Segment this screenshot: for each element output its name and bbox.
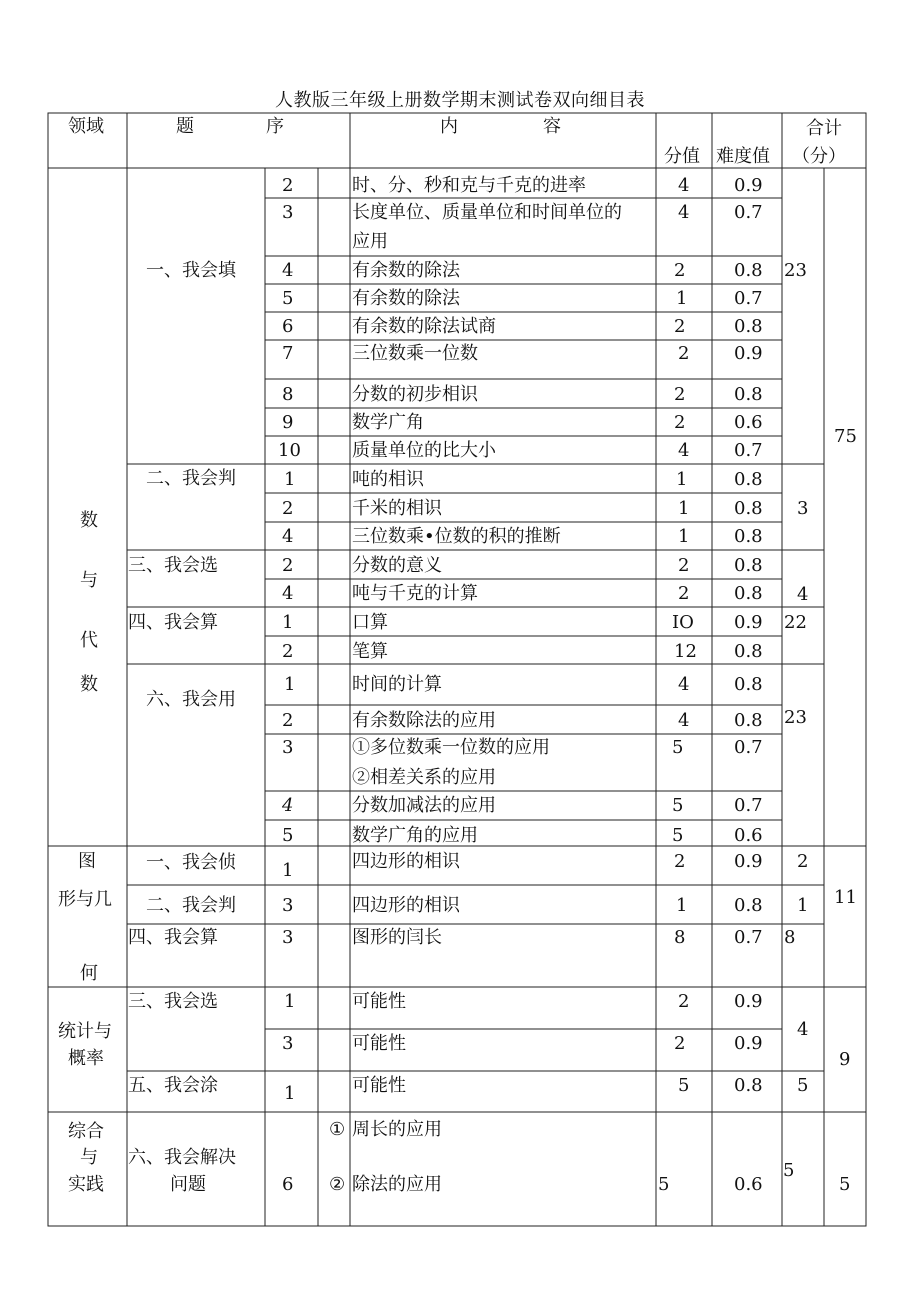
row-number: 4 [282, 583, 294, 604]
row-difficulty: 0.9 [734, 343, 763, 364]
row-score: 2 [674, 412, 686, 433]
row-difficulty: 0.6 [734, 412, 763, 433]
row-number: 1 [282, 612, 294, 633]
row-difficulty: 0.9 [734, 612, 763, 633]
subtotal: 22 [784, 612, 807, 633]
row-difficulty: 0.8 [734, 674, 763, 695]
row-score: 1 [678, 498, 690, 519]
row-number: 3 [282, 895, 294, 916]
row-number: 1 [284, 674, 296, 695]
section-label: 一、我会侦 [146, 852, 236, 873]
subtotal: 8 [784, 927, 796, 948]
row-score: 2 [678, 555, 690, 576]
section-label: 一、我会填 [146, 260, 236, 281]
section-label: 二、我会判 [146, 468, 236, 489]
row-difficulty: 0.8 [734, 555, 763, 576]
row-difficulty: 0.8 [734, 498, 763, 519]
row-score: 4 [678, 202, 690, 223]
row-number: 2 [282, 498, 294, 519]
section-label: 六、我会解决 [128, 1147, 236, 1168]
domain-label: 数 [80, 510, 98, 531]
row-number: 1 [284, 1083, 296, 1104]
row-score: 2 [678, 583, 690, 604]
row-number: 5 [282, 825, 294, 846]
row-content: ①多位数乘一位数的应用 [352, 737, 550, 758]
row-number: 2 [282, 710, 294, 731]
row-mark: ① [329, 1119, 346, 1140]
row-content: 有余数除法的应用 [352, 710, 496, 731]
row-score: 4 [678, 175, 690, 196]
domain-total: 11 [834, 887, 857, 908]
row-content: 数学广角 [352, 412, 424, 433]
row-number: 1 [284, 469, 296, 490]
row-score: 1 [676, 288, 688, 309]
row-score: 2 [674, 1033, 686, 1054]
row-difficulty: 0.9 [734, 991, 763, 1012]
row-number: 3 [282, 927, 294, 948]
row-number: 2 [282, 175, 294, 196]
domain-label: 综合 [68, 1121, 104, 1142]
subtotal: 23 [784, 260, 807, 281]
section-label: 四、我会算 [128, 612, 218, 633]
row-difficulty: 0.9 [734, 851, 763, 872]
row-score: 4 [678, 440, 690, 461]
row-score: 12 [674, 641, 697, 662]
subtotal: 1 [797, 895, 809, 916]
row-difficulty: 0.8 [734, 316, 763, 337]
row-content: 时间的计算 [352, 674, 442, 695]
row-difficulty: 0.7 [734, 440, 763, 461]
header-sequence-a: 题 [176, 116, 194, 137]
row-score: 2 [678, 343, 690, 364]
document-title: 人教版三年级上册数学期末测试卷双向细目表 [275, 90, 645, 111]
row-content: 有余数的除法 [352, 288, 460, 309]
row-number: 3 [282, 737, 294, 758]
row-content: 吨的相识 [352, 469, 424, 490]
domain-label: 统计与 [58, 1021, 112, 1042]
row-number: 6 [282, 316, 294, 337]
domain-label: 概率 [68, 1048, 104, 1069]
row-mark: ② [329, 1174, 346, 1195]
row-score: 2 [674, 384, 686, 405]
section-label: 三、我会选 [128, 555, 218, 576]
row-score: 8 [674, 927, 686, 948]
subtotal: 3 [797, 498, 809, 519]
header-total-b: （分） [792, 146, 846, 167]
row-number: 9 [282, 412, 294, 433]
row-difficulty: 0.8 [734, 469, 763, 490]
row-content: 四边形的相识 [352, 895, 460, 916]
row-difficulty: 0.6 [734, 1174, 763, 1195]
subtotal: 2 [797, 851, 809, 872]
domain-label: 数 [80, 674, 98, 695]
row-difficulty: 0.8 [734, 1075, 763, 1096]
row-difficulty: 0.8 [734, 710, 763, 731]
row-score: 5 [678, 1075, 690, 1096]
row-content: 时、分、秒和克与千克的进率 [352, 175, 586, 196]
domain-total: 75 [834, 426, 857, 447]
row-score: 4 [678, 710, 690, 731]
row-content: 长度单位、质量单位和时间单位的 [352, 202, 622, 223]
header-content-a: 内 [440, 116, 458, 137]
domain-label: 实践 [68, 1174, 104, 1195]
section-label: 六、我会用 [146, 689, 236, 710]
row-score: 5 [672, 795, 684, 816]
header-content-b: 容 [543, 116, 561, 137]
row-number: 1 [284, 991, 296, 1012]
row-score: IO [672, 612, 694, 633]
section-label: 二、我会判 [146, 895, 236, 916]
row-score: 2 [678, 991, 690, 1012]
row-number: 8 [282, 384, 294, 405]
row-content-line2: 除法的应用 [352, 1174, 442, 1195]
row-score: 1 [676, 469, 688, 490]
row-content: 有余数的除法 [352, 260, 460, 281]
header-score: 分值 [664, 146, 700, 167]
row-content: 分数加减法的应用 [352, 795, 496, 816]
domain-label: 代 [80, 630, 98, 651]
row-content: 三位数乘一位数 [352, 343, 478, 364]
row-content: 质量单位的比大小 [352, 440, 496, 461]
row-number: 5 [282, 288, 294, 309]
row-difficulty: 0.6 [734, 825, 763, 846]
row-difficulty: 0.8 [734, 526, 763, 547]
row-score: 2 [674, 316, 686, 337]
row-number: 7 [282, 343, 294, 364]
row-difficulty: 0.7 [734, 202, 763, 223]
row-difficulty: 0.8 [734, 384, 763, 405]
subtotal: 4 [797, 1019, 809, 1040]
row-number: 3 [282, 202, 294, 223]
row-number: 4 [282, 260, 294, 281]
domain-label: 与 [80, 570, 98, 591]
domain-label: 图 [78, 851, 96, 872]
row-content: 三位数乘•位数的积的推断 [352, 526, 561, 547]
row-content: 可能性 [352, 1075, 406, 1096]
row-number: 2 [282, 555, 294, 576]
row-difficulty: 0.8 [734, 895, 763, 916]
header-difficulty: 难度值 [716, 146, 770, 167]
row-content: 分数的意义 [352, 555, 442, 576]
row-difficulty: 0.8 [734, 583, 763, 604]
subtotal: 5 [797, 1075, 809, 1096]
row-score: 5 [658, 1174, 670, 1195]
row-content: 数学广角的应用 [352, 825, 478, 846]
row-score: 1 [678, 526, 690, 547]
section-label: 五、我会涂 [128, 1075, 218, 1096]
header-sequence-b: 序 [266, 116, 284, 137]
row-score: 2 [674, 851, 686, 872]
row-content: 口算 [352, 612, 388, 633]
row-content: 吨与千克的计算 [352, 583, 478, 604]
domain-label: 与 [80, 1147, 98, 1168]
row-number: 6 [282, 1174, 294, 1195]
header-total-a: 合计 [806, 118, 842, 139]
row-difficulty: 0.9 [734, 1033, 763, 1054]
row-number: 10 [278, 440, 301, 461]
row-number: 2 [282, 641, 294, 662]
row-number: 4 [282, 795, 294, 816]
row-score: 2 [674, 260, 686, 281]
section-label: 问题 [170, 1174, 206, 1195]
row-difficulty: 0.7 [734, 795, 763, 816]
row-content: 笔算 [352, 641, 388, 662]
row-content: 图形的闫长 [352, 927, 442, 948]
row-content: 有余数的除法试商 [352, 316, 496, 337]
row-difficulty: 0.9 [734, 175, 763, 196]
row-score: 4 [678, 674, 690, 695]
row-difficulty: 0.8 [734, 260, 763, 281]
section-label: 四、我会算 [128, 927, 218, 948]
row-number: 4 [282, 526, 294, 547]
row-content: 可能性 [352, 1033, 406, 1054]
row-difficulty: 0.7 [734, 927, 763, 948]
row-content: 可能性 [352, 991, 406, 1012]
section-label: 三、我会选 [128, 991, 218, 1012]
row-number: 3 [282, 1033, 294, 1054]
domain-label: 形与几 [58, 889, 112, 910]
row-score: 5 [672, 737, 684, 758]
row-difficulty: 0.8 [734, 641, 763, 662]
domain-label: 何 [80, 963, 98, 984]
row-content: 分数的初步相识 [352, 384, 478, 405]
domain-total: 9 [839, 1049, 851, 1070]
row-number: 1 [282, 860, 294, 881]
row-content: 千米的相识 [352, 498, 442, 519]
row-content: 周长的应用 [352, 1119, 442, 1140]
row-score: 1 [676, 895, 688, 916]
row-content: 四边形的相识 [352, 851, 460, 872]
subtotal: 4 [797, 584, 809, 605]
domain-total: 5 [839, 1174, 851, 1195]
row-content-line2: 应用 [352, 231, 388, 252]
row-difficulty: 0.7 [734, 288, 763, 309]
row-score: 5 [672, 825, 684, 846]
subtotal: 5 [783, 1160, 795, 1181]
header-domain: 领域 [68, 116, 104, 137]
row-difficulty: 0.7 [734, 737, 763, 758]
row-content-line2: ②相差关系的应用 [352, 767, 496, 788]
subtotal: 23 [784, 707, 807, 728]
